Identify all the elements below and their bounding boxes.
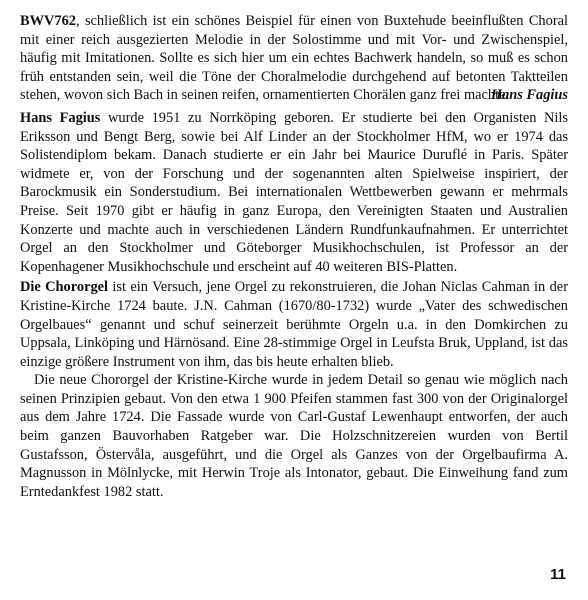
organ-lead: Die Chororgel: [20, 279, 109, 296]
intro-lead: BWV762: [20, 13, 76, 29]
bio-text: wurde 1951 zu Norrköping geboren. Er studierte bei den Organisten Nils Eriksson und Bengt Berg, sowie bei Alf Linder an der Stockholmer HfM, wo er 1974 das Solistendiplom bekam. Danach studierte er ein Jahr bei Maurice Duruflé in Paris. Später widmete er, von der Forschung und der sogenannten alten Spielweise inspiriert, der Barockmusik ein Sonderstudium. Bei internationalen Wettbewerben gewann er mehrmals Preise. Seit 1970 gibt er häufig in ganz Europa, den Vereinigten Staaten und Australien Konzerte und machte auch in verschiedenen Ländern Rundfunkaufnahmen. Er unterrichtet Orgel an den Stockholmer und Göteborger Musikhochschulen, ist Professor an der Kopenhagener Musikhochschule und erscheint auf 40 weiteren BIS-Platten.: [20, 109, 569, 275]
intro-text: , schließlich ist ein schönes Beispiel für einen von Buxtehude beeinflußten Choral mit einer reich ausgezierten Melodie in der Solostimme und mit Vor- und Zwischenspiel, häufig mit Imitationen. Sollte es sich hier um ein echtes Bachwerk handeln, so muß es schon früh entstanden sein, weil die Töne der Choralmelodie durchgehend auf betonten Taktteilen stehen, wovon sich Bach in seinen reifen, ornamentierten Chorälen ganz frei machte.: [20, 13, 568, 104]
author-signature: Hans Fagius: [490, 87, 568, 104]
document-page: [20, 12, 568, 501]
bio-paragraph: [20, 109, 568, 276]
bio-lead: Hans Fagius: [20, 109, 101, 126]
organ-paragraph: [20, 278, 568, 371]
new-organ-paragraph: [20, 371, 568, 501]
intro-paragraph: [20, 12, 568, 105]
organ-text: ist ein Versuch, jene Orgel zu rekonstruieren, die Johan Niclas Cahman in der Kristine-Kirche 1724 baute. J.N. Cahman (1670/80-1732) wurde „Vater des schwedischen Orgelbaues“ genannt und schuf seinerzeit berühmte Orgeln u.a. in den Domkirchen zu Uppsala, Linköping und Härnösand. Eine 28-stimmige Orgel in Leufsta Bruk, Uppland, ist das einzige größere Instrument von ihm, das bis heute erhalten blieb.: [20, 279, 568, 370]
page-number: 11: [550, 566, 566, 583]
new-organ-text: Die neue Chororgel der Kristine-Kirche wurde in jedem Detail so genau wie möglich nach seinen Prinzipien gebaut. Von den etwa 1 900 Pfeifen stammen fast 300 von der Originalorgel aus dem Jahre 1724. Die Fassade wurde von Carl-Gustaf Lewenhaupt entworfen, der auch beim ganzen Bauvorhaben Ratgeber war. Die Holzschnitzereien wurden von Bertil Gustafsson, Östervåla, ausgeführt, und die Orgel als Ganzes von der Orgelbaufirma A. Magnusson in Mölnlycke, mit Herwin Troje als Intonator, gebaut. Die Einweihung fand zum Erntedankfest 1982 statt.: [20, 372, 568, 500]
